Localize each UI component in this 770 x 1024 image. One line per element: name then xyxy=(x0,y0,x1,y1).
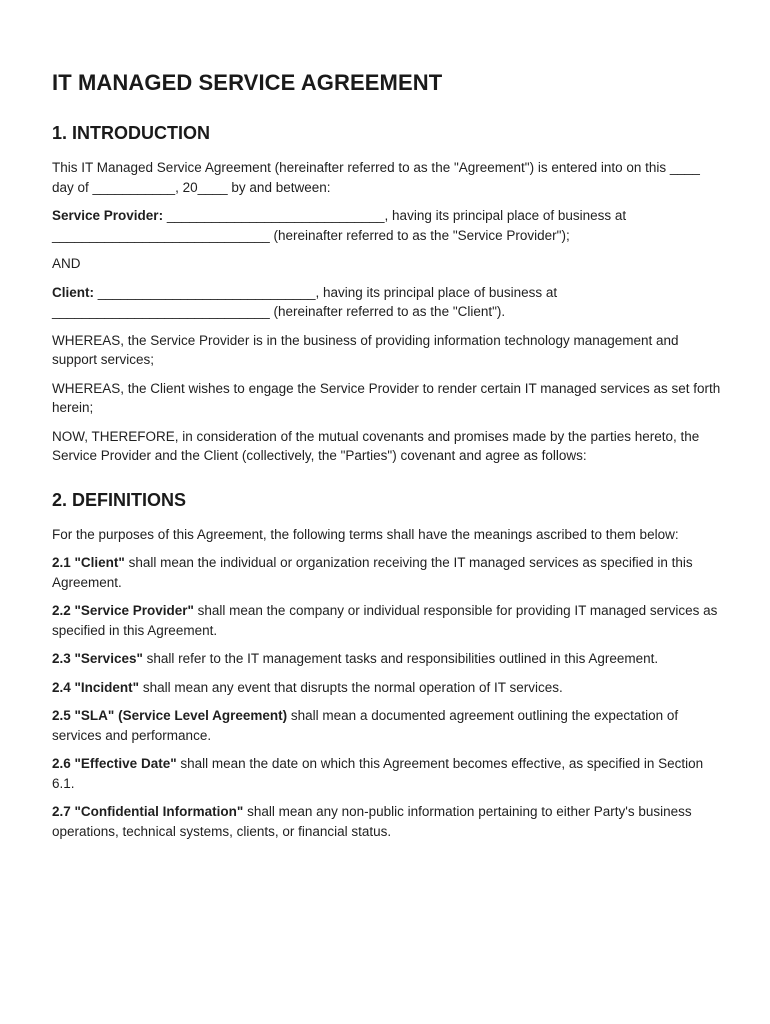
client-paragraph xyxy=(52,283,724,322)
definition-term: 2.5 "SLA" (Service Level Agreement) xyxy=(52,708,288,723)
section-heading-introduction: 1. INTRODUCTION xyxy=(52,123,211,143)
definition-term: 2.1 "Client" xyxy=(52,555,125,570)
intro-paragraph: This IT Managed Service Agreement (hereinafter referred to as the "Agreement") is entered into on this ____ day of ___________, 20____ by and between: xyxy=(52,160,700,195)
definition-item xyxy=(52,649,724,669)
now-therefore-paragraph: NOW, THEREFORE, in consideration of the mutual covenants and promises made by the parties hereto, the Service Provider and the Client (collectively, the "Parties") covenant and agree as follows: xyxy=(52,428,700,463)
definition-term: 2.3 "Services" xyxy=(52,651,143,666)
definition-text: shall mean a documented agreement outlining the expectation of services and performance. xyxy=(52,708,679,743)
definition-text: shall mean the date on which this Agreement becomes effective, as specified in Section 6.1. xyxy=(52,756,704,791)
definition-item xyxy=(52,601,724,640)
client-label: Client: xyxy=(52,284,94,300)
section-heading-definitions: 2. DEFINITIONS xyxy=(52,489,187,510)
service-provider-label: Service Provider: xyxy=(52,208,164,223)
whereas-paragraph-1: WHEREAS, the Service Provider is in the business of providing information technology management and support services; xyxy=(52,332,679,367)
document-page xyxy=(52,70,724,850)
whereas-paragraph-2: WHEREAS, the Client wishes to engage the Service Provider to render certain IT managed services as set forth herein; xyxy=(52,380,721,415)
definition-item xyxy=(52,678,724,698)
definition-item xyxy=(52,802,724,841)
definition-text: shall mean the company or individual responsible for providing IT managed services as specified in this Agreement. xyxy=(52,603,718,638)
definition-item xyxy=(52,706,724,745)
definition-text: shall mean any non-public information pertaining to either Party's business operations, technical systems, clients, or financial status. xyxy=(52,804,692,839)
definition-text: shall mean the individual or organization receiving the IT managed services as specified in this Agreement. xyxy=(52,555,693,590)
definition-text: shall mean any event that disrupts the normal operation of IT services. xyxy=(139,679,563,695)
definition-term: 2.7 "Confidential Information" xyxy=(52,804,244,819)
and-paragraph: AND xyxy=(52,256,81,271)
definition-term: 2.6 "Effective Date" xyxy=(52,756,177,771)
document-title: IT MANAGED SERVICE AGREEMENT xyxy=(52,70,443,95)
definitions-intro: For the purposes of this Agreement, the following terms shall have the meanings ascribed to them below: xyxy=(52,526,679,542)
definition-item xyxy=(52,754,724,793)
service-provider-paragraph xyxy=(52,206,724,245)
definition-item xyxy=(52,553,724,592)
definition-term: 2.4 "Incident" xyxy=(52,679,140,695)
client-text: _____________________________, having its principal place of business at _____________________________ (hereinafter referred to as the "Client"). xyxy=(52,284,558,319)
definition-text: shall refer to the IT management tasks and responsibilities outlined in this Agreement. xyxy=(142,651,659,666)
definition-term: 2.2 "Service Provider" xyxy=(52,603,194,618)
service-provider-text: _____________________________, having its principal place of business at _____________________________ (hereinafter referred to as the "Service Provider"); xyxy=(52,208,627,243)
